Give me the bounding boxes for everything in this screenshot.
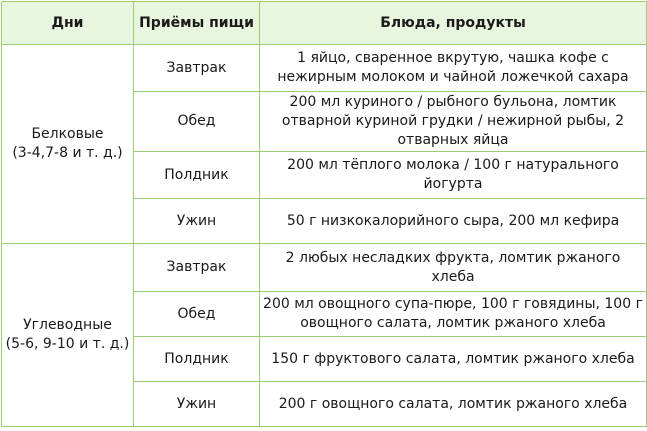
meal-cell: Полдник xyxy=(134,152,260,199)
table-row xyxy=(2,244,647,292)
dish-cell: 150 г фруктового салата, ломтик ржаного хлеба xyxy=(260,337,647,382)
header-row xyxy=(2,2,647,45)
day-group-name: Белковые xyxy=(31,126,104,142)
dish-cell: 200 мл овощного супа-пюре, 100 г говядины, 100 г овощного салата, ломтик ржаного хлеба xyxy=(260,292,647,337)
table-row xyxy=(2,45,647,92)
dish-cell: 2 любых несладких фрукта, ломтик ржаного хлеба xyxy=(260,244,647,292)
header-days: Дни xyxy=(2,2,134,45)
day-group-days: (3-4,7-8 и т. д.) xyxy=(12,145,123,161)
meal-cell: Ужин xyxy=(134,199,260,244)
meal-cell: Завтрак xyxy=(134,244,260,292)
header-dishes: Блюда, продукты xyxy=(260,2,647,45)
dish-cell: 200 мл куриного / рыбного бульона, ломтик отварной куриной грудки / нежирной рыбы, 2 отварных яйца xyxy=(260,92,647,152)
dish-cell: 200 г овощного салата, ломтик ржаного хлеба xyxy=(260,382,647,427)
diet-table xyxy=(1,1,647,427)
meal-cell: Обед xyxy=(134,92,260,152)
meal-cell: Обед xyxy=(134,292,260,337)
dish-cell: 1 яйцо, сваренное вкрутую, чашка кофе с нежирным молоком и чайной ложечкой сахара xyxy=(260,45,647,92)
meal-cell: Ужин xyxy=(134,382,260,427)
day-group-protein xyxy=(2,45,134,244)
meal-cell: Завтрак xyxy=(134,45,260,92)
day-group-carb xyxy=(2,244,134,427)
day-group-name: Углеводные xyxy=(23,317,112,333)
dish-cell: 50 г низкокалорийного сыра, 200 мл кефира xyxy=(260,199,647,244)
header-meals: Приёмы пищи xyxy=(134,2,260,45)
day-group-days: (5-6, 9-10 и т. д.) xyxy=(5,336,130,352)
dish-cell: 200 мл тёплого молока / 100 г натурального йогурта xyxy=(260,152,647,199)
meal-cell: Полдник xyxy=(134,337,260,382)
